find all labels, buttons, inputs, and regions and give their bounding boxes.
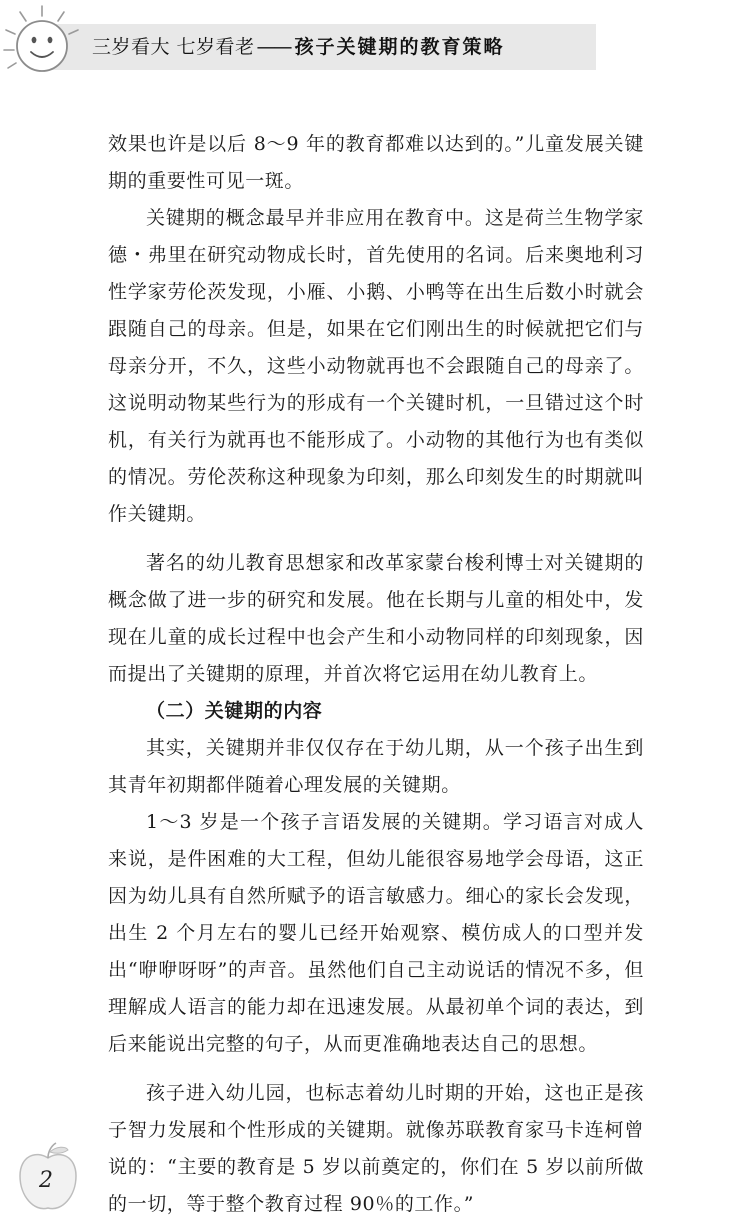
page-header	[0, 0, 750, 88]
paragraph: 1～3 岁是一个孩子言语发展的关键期。学习语言对成人来说，是件困难的大工程，但幼儿能很容易地学会母语，这正因为幼儿具有自然所赋予的语言敏感力。细心的家长会发现，出生 2 个月左右的婴儿已经开始观察、模仿成人的口型并发出“咿咿呀呀”的声音。虽然他们自己主动说话的情况不多，但理解成人语言的能力却在迅速发展。从最初单个词的表达，到后来能说出完整的句子，从而更准确地表达自己的思想。	[108, 811, 644, 1055]
paragraph: 其实，关键期并非仅仅存在于幼儿期，从一个孩子出生到其青年初期都伴随着心理发展的关键期。	[108, 737, 644, 796]
header-dash: ——	[256, 36, 291, 58]
section-heading: （二）关键期的内容	[146, 700, 323, 722]
page-number-badge	[14, 1140, 84, 1216]
header-title	[92, 30, 505, 64]
paragraph: 著名的幼儿教育思想家和改革家蒙台梭利博士对关键期的概念做了进一步的研究和发展。他在长期与儿童的相处中，发现在儿童的成长过程中也会产生和小动物同样的印刻现象，因而提出了关键期的原理，并首次将它运用在幼儿教育上。	[108, 552, 644, 685]
page-number: 2	[39, 1168, 53, 1193]
header-subtitle: 三岁看大 七岁看老	[92, 36, 255, 58]
paragraph: 效果也许是以后 8～9 年的教育都难以达到的。”儿童发展关键期的重要性可见一斑。	[108, 133, 644, 192]
sun-icon	[0, 0, 90, 84]
body-text	[108, 126, 644, 1223]
paragraph: 孩子进入幼儿园，也标志着幼儿时期的开始，这也正是孩子智力发展和个性形成的关键期。就像苏联教育家马卡连柯曾说的：“主要的教育是 5 岁以前奠定的，你们在 5 岁以前所做的一切，等于整个教育过程 90％的工作。”	[108, 1082, 644, 1215]
paragraph: 关键期的概念最早并非应用在教育中。这是荷兰生物学家德・弗里在研究动物成长时，首先使用的名词。后来奥地利习性学家劳伦茨发现，小雁、小鹅、小鸭等在出生后数小时就会跟随自己的母亲。但是，如果在它们刚出生的时候就把它们与母亲分开，不久，这些小动物就再也不会跟随自己的母亲了。这说明动物某些行为的形成有一个关键时机，一旦错过这个时机，有关行为就再也不能形成了。小动物的其他行为也有类似的情况。劳伦茨称这种现象为印刻，那么印刻发生的时期就叫作关键期。	[108, 207, 644, 525]
book-title: 孩子关键期的教育策略	[294, 36, 505, 58]
